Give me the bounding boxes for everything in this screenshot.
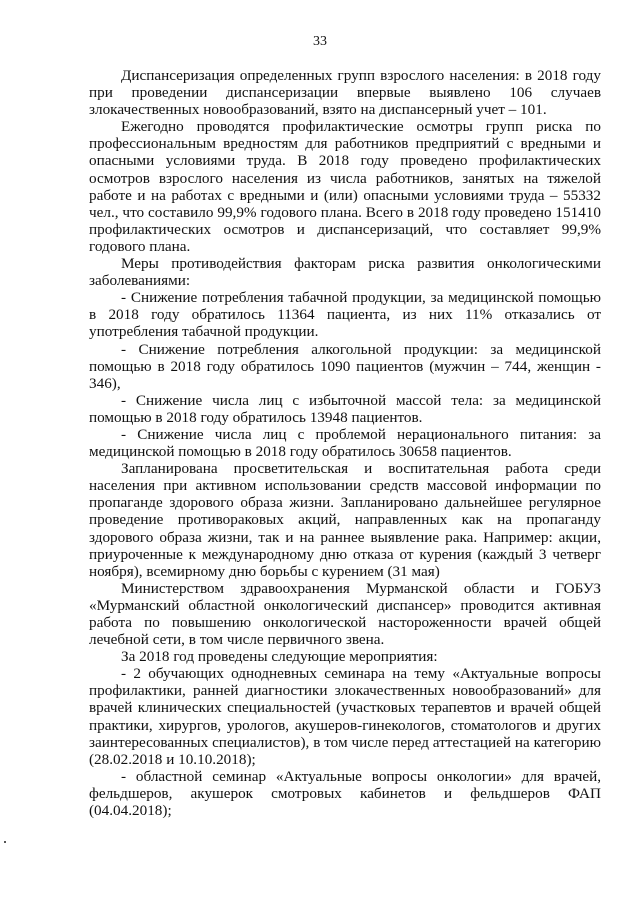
paragraph-preventive-examinations: Ежегодно проводятся профилактические осмотры групп риска по профессиональным вредностям для работников предприятий с вредными и опасными условиями труда. В 2018 году проведено профилактических осмотров взрослого населения из числа работников, занятых на тяжелой работе и на работах с вредными и (или) опасными условиями труда – 55332 чел., что составило 99,9% годового плана. Всего в 2018 году проведено 151410 профилактических осмотров и диспансеризаций, что составляет 99,9% годового плана. [89,118,601,255]
paragraph-tobacco-reduction: - Снижение потребления табачной продукции, за медицинской помощью в 2018 году обратилось 11364 пациента, из них 11% отказались от употребления табачной продукции. [89,289,601,341]
paragraph-nutrition: - Снижение числа лиц с проблемой нерационального питания: за медицинской помощью в 2018 году обратилось 30658 пациентов. [89,425,601,461]
paragraph-educational-work: Запланирована просветительская и воспитательная работа среди населения при активном использовании средств массовой информации по пропаганде здорового образа жизни. Запланировано дальнейшее регулярное проведение противораковых акций, направленных как на пропаганду здорового образа жизни, так и на раннее выявление рака. Например: акции, приуроченные к международному дню отказа от курения (каждый 3 четверг ноября), всемирному дню борьбы с курением (31 мая) [89,460,601,580]
paragraph-risk-factor-measures: Меры противодействия факторам риска развития онкологическими заболеваниями: [89,255,601,290]
paragraph-seminars: - 2 обучающих однодневных семинара на тему «Актуальные вопросы профилактики, ранней диагностики злокачественных новообразований» для врачей клинических специальностей (участковых терапевтов и врачей общей практики, хирургов, урологов, акушеров-гинекологов, стоматологов и других заинтересованных специалистов), в том числе перед аттестацией на категорию (28.02.2018 и 10.10.2018); [89,665,601,768]
paragraph-regional-seminar: - областной семинар «Актуальные вопросы онкологии» для врачей, фельдшеров, акушерок смотровых кабинетов и фельдшеров ФАП (04.04.2018); [89,767,601,820]
document-body [89,67,601,819]
paragraph-screening-results: Диспансеризация определенных групп взрослого населения: в 2018 году при проведении диспансеризации впервые выявлено 106 случаев злокачественных новообразований, взято на диспансерный учет – 101. [89,67,601,119]
paragraph-alcohol-reduction: - Снижение потребления алкогольной продукции: за медицинской помощью в 2018 году обратилось 1090 пациентов (мужчин – 744, женщин - 346), [89,340,601,392]
paragraph-overweight-reduction: - Снижение числа лиц с избыточной массой тела: за медицинской помощью в 2018 году обратилось 13948 пациентов. [89,391,601,426]
paragraph-events-heading: За 2018 год проведены следующие мероприятия: [121,648,438,666]
paragraph-ministry-work: Министерством здравоохранения Мурманской области и ГОБУЗ «Мурманский областной онкологический диспансер» проводится активная работа по повышению онкологической настороженности врачей общей лечебной сети, в том числе первичного звена. [89,579,601,649]
scan-artifact-mark [4,841,6,843]
page-number: 33 [313,34,327,49]
